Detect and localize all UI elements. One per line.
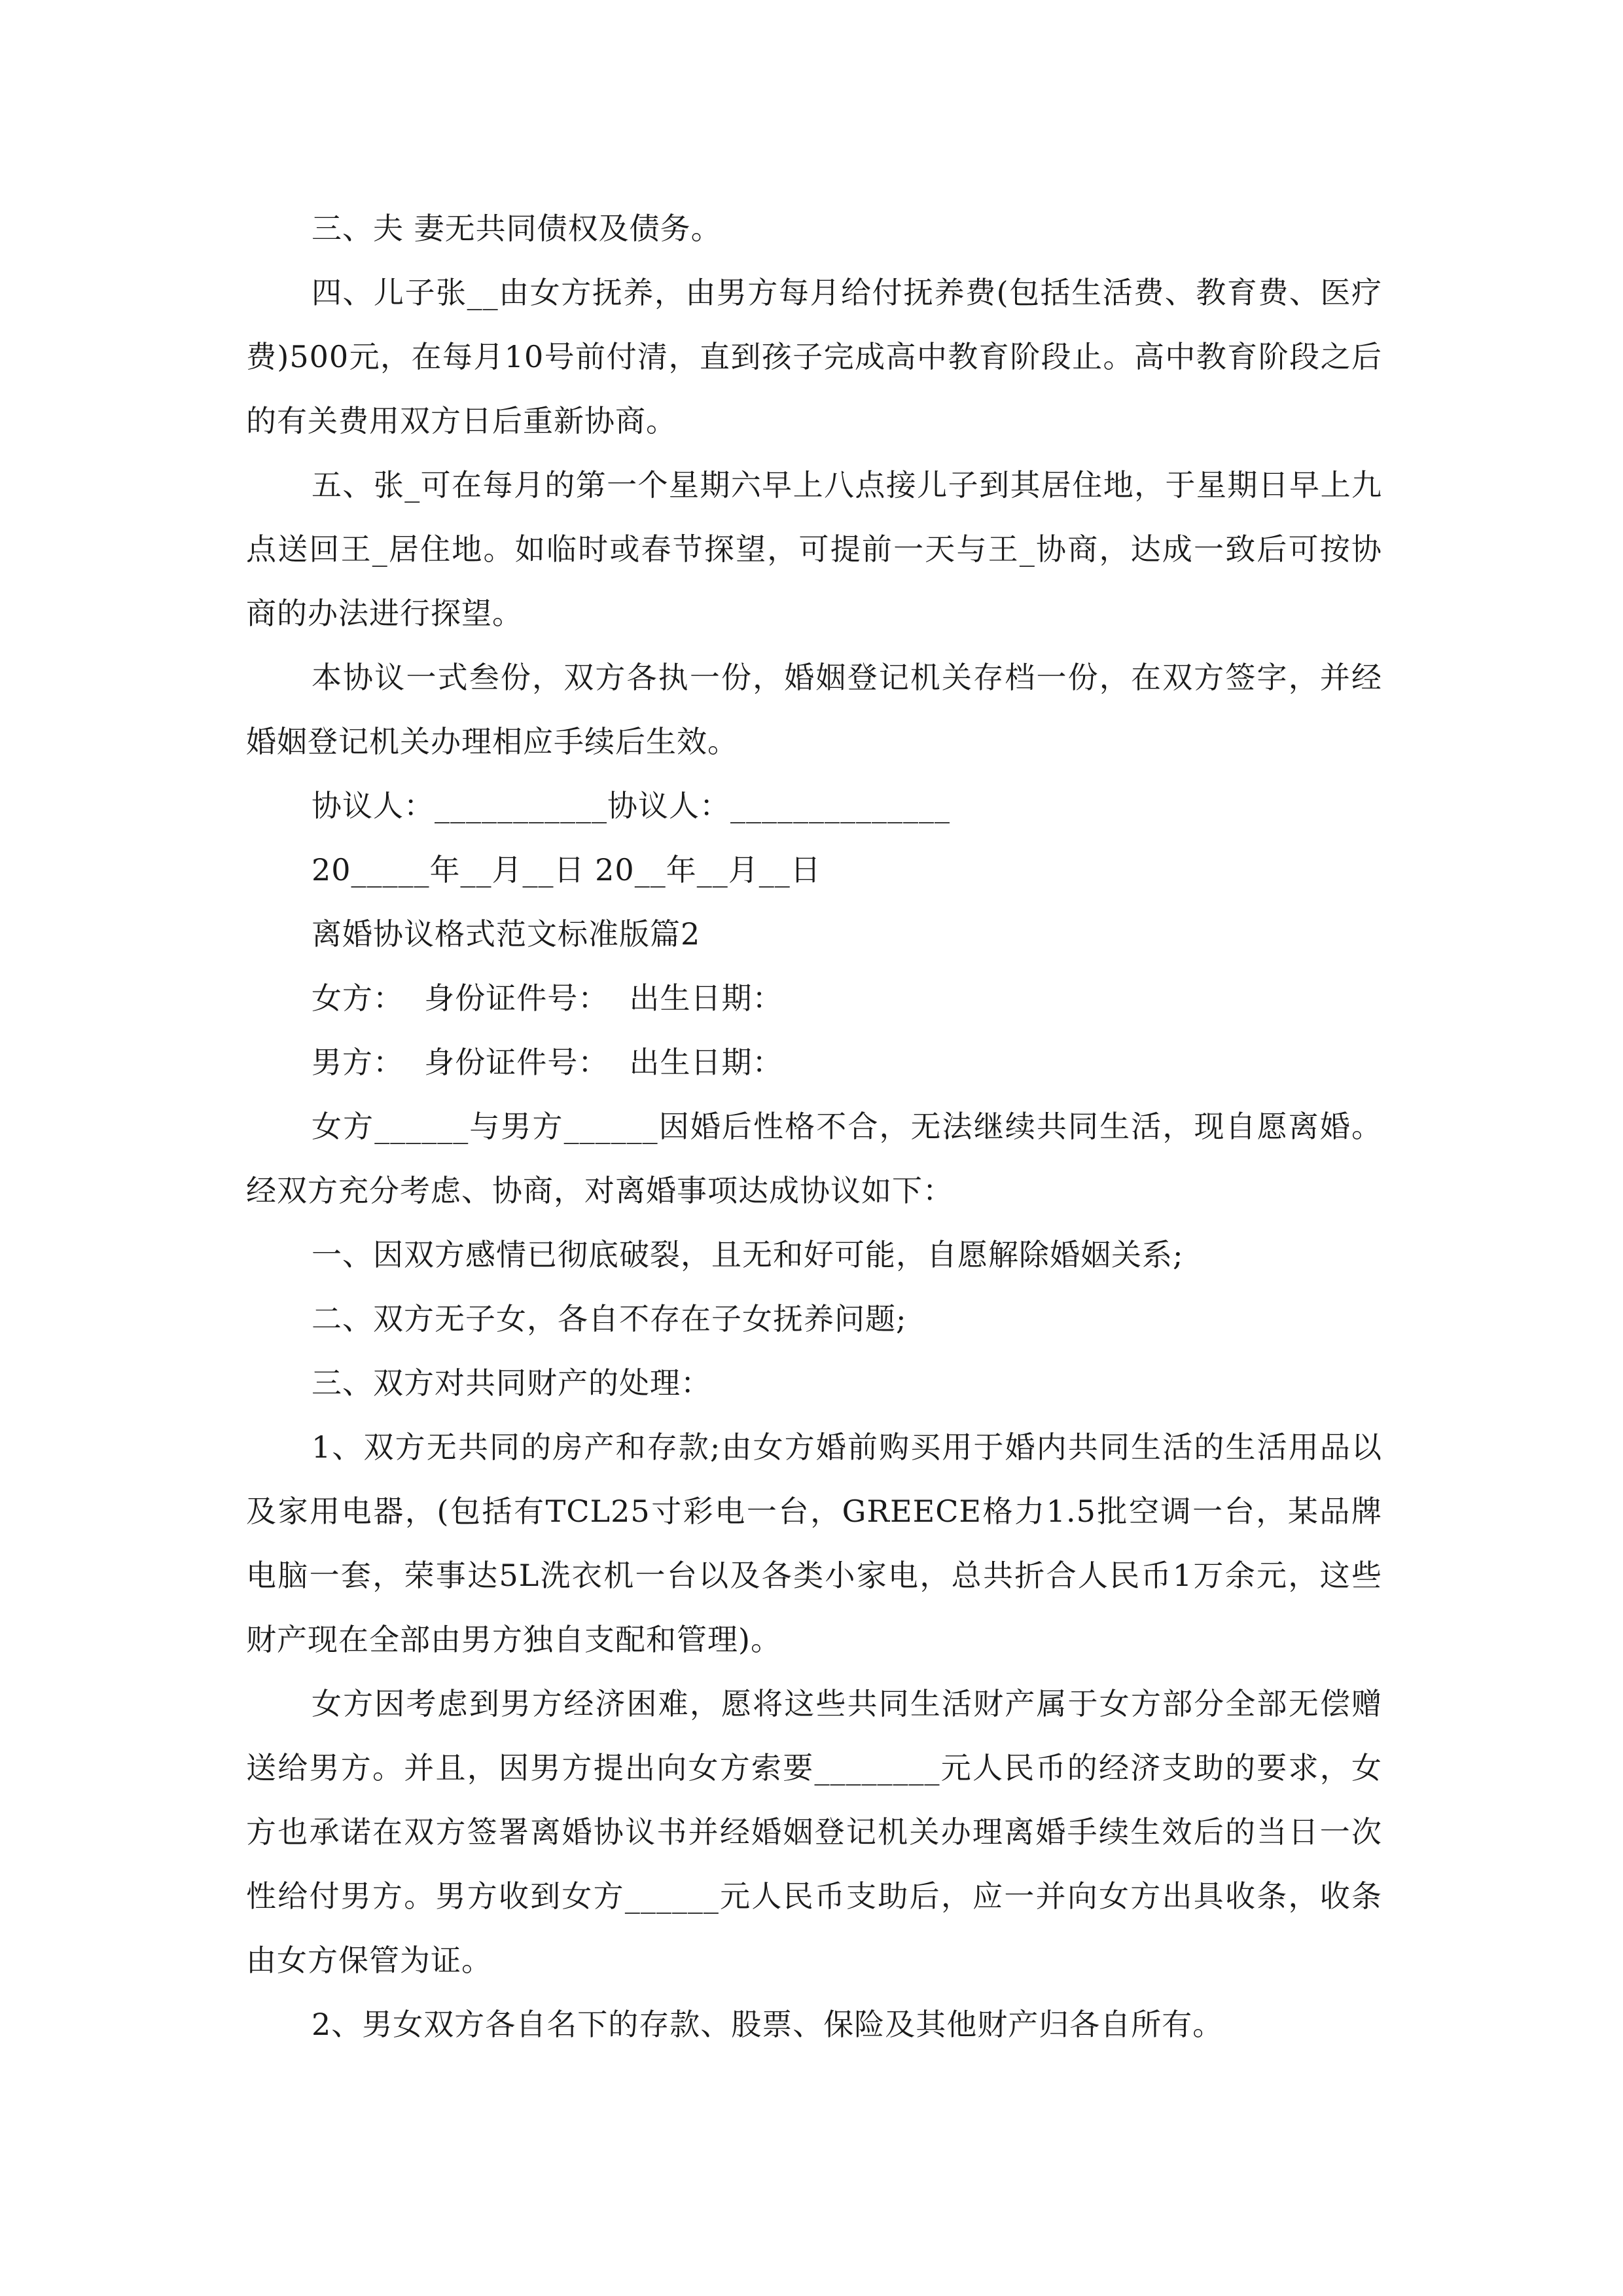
signatories-line: 协议人：___________协议人：______________	[312, 788, 950, 823]
section-heading: 离婚协议格式范文标准版篇2	[312, 916, 701, 952]
intro-paragraph: 女方______与男方______因婚后性格不合，无法继续共同生活，现自愿离婚。经双方充分考虑、协商，对离婚事项达成协议如下：	[246, 1109, 1382, 1208]
clause-4-child-support: 四、儿子张__由女方抚养，由男方每月给付抚养费(包括生活费、教育费、医疗费)500元，在每月10号前付清，直到孩子完成高中教育阶段止。高中教育阶段之后的有关费用双方日后重新协商。	[246, 275, 1382, 439]
agreement-copies: 本协议一式叁份，双方各执一份，婚姻登记机关存档一份，在双方签字，并经婚姻登记机关办理相应手续后生效。	[246, 660, 1382, 759]
date-line: 20_____年__月__日 20__年__月__日	[312, 852, 821, 888]
male-party-info: 男方： 身份证件号： 出生日期：	[312, 1045, 783, 1080]
property-item-2: 2、男女双方各自名下的存款、股票、保险及其他财产归各自所有。	[312, 2007, 1224, 2042]
clause-3-debts: 三、夫 妻无共同债权及债务。	[312, 211, 722, 246]
document-body	[246, 196, 1382, 2056]
clause-2-no-children: 二、双方无子女，各自不存在子女抚养问题;	[312, 1301, 907, 1336]
clause-1-dissolution: 一、因双方感情已彻底破裂，且无和好可能，自愿解除婚姻关系;	[312, 1237, 1184, 1272]
property-item-1: 1、双方无共同的房产和存款;由女方婚前购买用于婚内共同生活的生活用品以及家用电器，(包括有TCL25寸彩电一台，GREECE格力1.5批空调一台，某品牌电脑一套，荣事达5L洗衣机一台以及各类小家电，总共折合人民币1万余元，这些财产现在全部由男方独自支配和管理)。	[246, 1429, 1382, 1657]
property-gift-paragraph: 女方因考虑到男方经济困难，愿将这些共同生活财产属于女方部分全部无偿赠送给男方。并且，因男方提出向女方索要________元人民币的经济支助的要求，女方也承诺在双方签署离婚协议书并经婚姻登记机关办理离婚手续生效后的当日一次性给付男方。男方收到女方______元人民币支助后，应一并向女方出具收条，收条由女方保管为证。	[246, 1686, 1382, 1978]
clause-5-visitation: 五、张_可在每月的第一个星期六早上八点接儿子到其居住地，于星期日早上九点送回王_居住地。如临时或春节探望，可提前一天与王_协商，达成一致后可按协商的办法进行探望。	[246, 467, 1382, 631]
female-party-info: 女方： 身份证件号： 出生日期：	[312, 980, 783, 1016]
clause-3-property-heading: 三、双方对共同财产的处理：	[312, 1365, 711, 1401]
